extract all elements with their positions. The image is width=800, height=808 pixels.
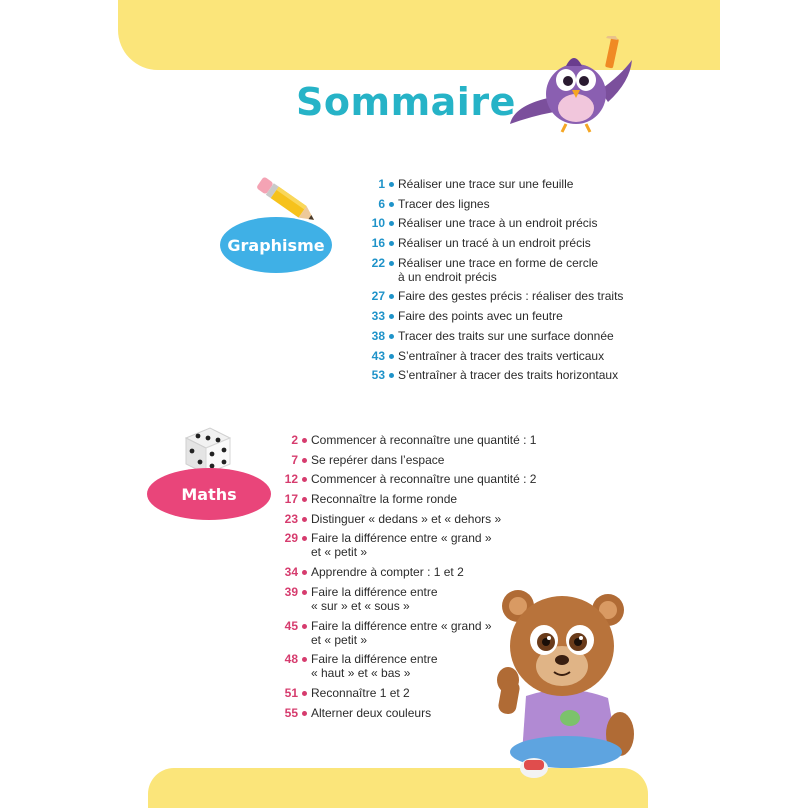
list-item xyxy=(358,368,623,382)
page-number: 16 xyxy=(371,236,385,251)
entry-text: S’entraîner à tracer des traits verticaux xyxy=(398,348,605,363)
page-number: 6 xyxy=(378,196,385,211)
bullet-icon xyxy=(302,590,307,595)
page-number: 1 xyxy=(378,177,385,191)
bullet-icon xyxy=(302,711,307,716)
page-number: 39 xyxy=(284,584,298,599)
bullet-icon xyxy=(389,373,394,378)
bullet-icon xyxy=(302,497,307,502)
graphisme-section-badge: Graphisme xyxy=(220,217,332,273)
entry-text: Faire des gestes précis : réaliser des traits xyxy=(398,289,624,304)
entry-text: Tracer des lignes xyxy=(398,196,490,211)
list-item xyxy=(278,531,536,559)
entry-text: Réaliser une trace à un endroit précis xyxy=(398,216,598,231)
entry-text: Alterner deux couleurs xyxy=(311,705,432,720)
bullet-icon xyxy=(302,624,307,629)
bullet-icon xyxy=(389,221,394,226)
entry-text: Réaliser un tracé à un endroit précis xyxy=(398,236,591,251)
page-number: 2 xyxy=(291,433,298,447)
graphisme-contents-list xyxy=(358,177,623,388)
entry-text: Faire la différence entre « grand » et « petit » xyxy=(311,531,492,560)
bullet-icon xyxy=(302,570,307,575)
entry-text: Réaliser une trace sur une feuille xyxy=(398,177,574,191)
entry-text: Réaliser une trace en forme de cercle à un endroit précis xyxy=(398,255,599,284)
list-item xyxy=(358,349,623,363)
list-item xyxy=(358,216,623,230)
page-number: 43 xyxy=(371,348,385,363)
list-item xyxy=(278,512,536,526)
entry-text: Reconnaître 1 et 2 xyxy=(311,685,410,700)
entry-text: Reconnaître la forme ronde xyxy=(311,492,458,507)
bear-mascot-illustration xyxy=(496,584,646,784)
bullet-icon xyxy=(302,517,307,522)
bullet-icon xyxy=(302,477,307,482)
page-number: 38 xyxy=(371,328,385,343)
list-item xyxy=(358,329,623,343)
bullet-icon xyxy=(302,536,307,541)
list-item xyxy=(358,236,623,250)
page-number: 23 xyxy=(284,511,298,526)
page-number: 12 xyxy=(284,472,298,487)
page-number: 17 xyxy=(284,492,298,507)
entry-text: Apprendre à compter : 1 et 2 xyxy=(311,565,464,580)
bird-mascot-illustration xyxy=(508,36,638,136)
page-number: 55 xyxy=(284,705,298,720)
bullet-icon xyxy=(302,657,307,662)
page-number: 29 xyxy=(284,531,298,546)
entry-text: Commencer à reconnaître une quantité : 2 xyxy=(311,472,537,487)
list-item xyxy=(278,492,536,506)
entry-text: Tracer des traits sur une surface donnée xyxy=(398,328,614,343)
bullet-icon xyxy=(389,334,394,339)
bullet-icon xyxy=(302,691,307,696)
bullet-icon xyxy=(389,261,394,266)
page-number: 51 xyxy=(284,685,298,700)
page-number: 27 xyxy=(371,289,385,304)
entry-text: S’entraîner à tracer des traits horizontaux xyxy=(398,368,619,383)
bullet-icon xyxy=(389,202,394,207)
entry-text: Faire des points avec un feutre xyxy=(398,309,563,324)
entry-text: Se repérer dans l’espace xyxy=(311,452,445,467)
bullet-icon xyxy=(389,314,394,319)
page-number: 48 xyxy=(284,652,298,667)
bullet-icon xyxy=(389,294,394,299)
entry-text: Faire la différence entre « grand » et « petit » xyxy=(311,618,492,647)
entry-text: Commencer à reconnaître une quantité : 1 xyxy=(311,433,537,447)
page-number: 34 xyxy=(284,565,298,580)
list-item xyxy=(358,177,623,191)
bullet-icon xyxy=(389,354,394,359)
list-item xyxy=(278,565,536,579)
page-number: 7 xyxy=(291,452,298,467)
maths-section-badge: Maths xyxy=(147,468,271,520)
page-number: 22 xyxy=(371,255,385,270)
list-item xyxy=(358,289,623,303)
page-number: 45 xyxy=(284,618,298,633)
list-item xyxy=(358,309,623,323)
entry-text: Faire la différence entre « haut » et « bas » xyxy=(311,652,438,681)
list-item xyxy=(358,197,623,211)
page-number: 10 xyxy=(371,216,385,231)
bullet-icon xyxy=(389,241,394,246)
list-item xyxy=(278,433,536,447)
entry-text: Faire la différence entre « sur » et « sous » xyxy=(311,584,438,613)
list-item xyxy=(278,453,536,467)
list-item xyxy=(358,256,623,284)
bullet-icon xyxy=(389,182,394,187)
page-number: 33 xyxy=(371,309,385,324)
page-number: 53 xyxy=(371,368,385,383)
bullet-icon xyxy=(302,458,307,463)
list-item xyxy=(278,472,536,486)
bullet-icon xyxy=(302,438,307,443)
entry-text: Distinguer « dedans » et « dehors » xyxy=(311,511,502,526)
page-title: Sommaire xyxy=(296,80,516,124)
